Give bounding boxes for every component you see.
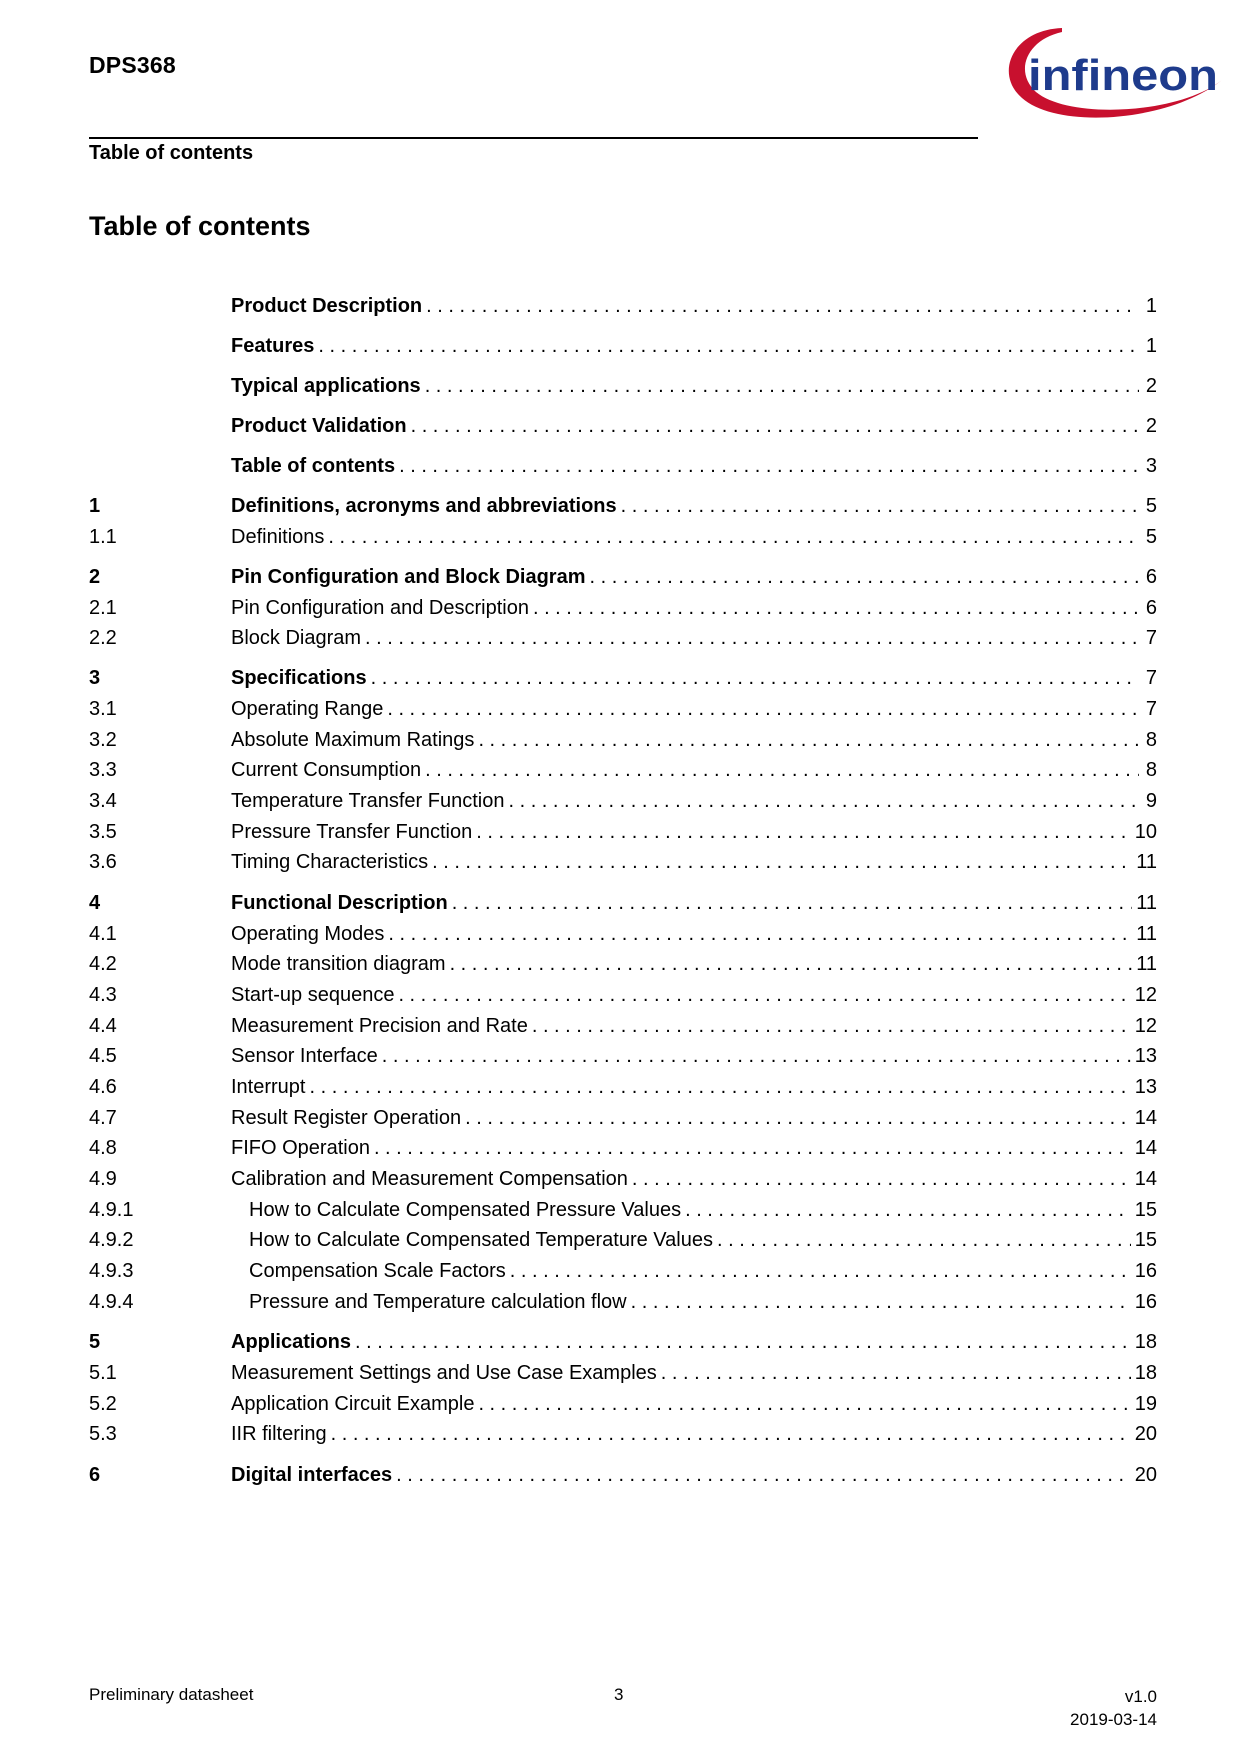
toc-dot-leader: [382, 1042, 1131, 1070]
toc-entry-page[interactable]: 19: [1134, 1393, 1157, 1415]
toc-entry-page[interactable]: 12: [1134, 1015, 1157, 1037]
toc-entry-line: [249, 1288, 1157, 1316]
toc-entry-number: 3.3: [89, 759, 117, 781]
toc-entry[interactable]: [89, 1390, 1157, 1418]
toc-entry-title[interactable]: Features: [231, 335, 315, 357]
toc-entry-page[interactable]: 7: [1145, 627, 1157, 649]
running-head: Table of contents: [89, 142, 254, 164]
toc-entry-title[interactable]: Calibration and Measurement Compensation: [231, 1168, 628, 1190]
toc-entry-title[interactable]: Start-up sequence: [231, 984, 395, 1006]
toc-entry-line: [231, 1104, 1157, 1132]
toc-entry-number: 3.2: [89, 729, 117, 751]
toc-entry-title[interactable]: Result Register Operation: [231, 1107, 462, 1129]
toc-entry-page[interactable]: 1: [1145, 335, 1157, 357]
toc-entry[interactable]: [89, 1420, 1157, 1448]
toc-entry-number: 1.1: [89, 526, 117, 548]
toc-entry-number: 1: [89, 495, 101, 517]
toc-entry[interactable]: [89, 1257, 1157, 1285]
document-title: DPS368: [89, 52, 176, 78]
toc-entry-number: 4.9.1: [89, 1199, 134, 1221]
toc-entry-line: [231, 950, 1157, 978]
toc-entry-number: 2: [89, 566, 101, 588]
toc-entry-title[interactable]: Definitions, acronyms and abbreviations: [231, 495, 617, 517]
toc-entry-line: [231, 1359, 1157, 1387]
toc-dot-leader: [532, 1012, 1131, 1040]
toc-entry-title[interactable]: Applications: [231, 1331, 352, 1353]
page-title: Table of contents: [89, 211, 311, 241]
toc-entry-title[interactable]: FIFO Operation: [231, 1137, 370, 1159]
toc-entry-title[interactable]: Digital interfaces: [231, 1464, 393, 1486]
toc-entry-line: [231, 889, 1157, 917]
toc-dot-leader: [398, 981, 1130, 1009]
toc-entry-title[interactable]: Typical applications: [231, 375, 421, 397]
toc-entry-line: [231, 563, 1157, 591]
toc-entry-line: [231, 1165, 1157, 1193]
toc-entry-number: 3.1: [89, 698, 117, 720]
header-rule: [89, 137, 978, 139]
toc-dot-leader: [411, 412, 1139, 440]
toc-entry[interactable]: [89, 1134, 1157, 1162]
toc-entry-line: [231, 664, 1157, 692]
toc-entry-line: [231, 412, 1157, 440]
toc-dot-leader: [388, 920, 1132, 948]
toc-dot-leader: [425, 372, 1139, 400]
toc-dot-leader: [632, 1165, 1131, 1193]
toc-entry-page[interactable]: 5: [1145, 495, 1157, 517]
toc-entry[interactable]: [89, 920, 1157, 948]
footer-version-block: [1070, 1685, 1157, 1731]
toc-dot-leader: [631, 1288, 1131, 1316]
toc-entry[interactable]: [89, 889, 1157, 917]
toc-entry-page[interactable]: 2: [1145, 375, 1157, 397]
toc-entry-title[interactable]: How to Calculate Compensated Temperature Values: [249, 1229, 713, 1251]
toc-entry-page[interactable]: 12: [1134, 984, 1157, 1006]
toc-entry-number: 5: [89, 1331, 101, 1353]
toc-entry[interactable]: [89, 624, 1157, 652]
toc-entry-number: 2.1: [89, 597, 117, 619]
toc-entry[interactable]: [89, 1461, 1157, 1489]
toc-dot-leader: [432, 848, 1132, 876]
toc-entry[interactable]: [89, 950, 1157, 978]
toc-entry-page[interactable]: 8: [1145, 759, 1157, 781]
toc-entry[interactable]: [89, 848, 1157, 876]
toc-entry-number: 4.5: [89, 1045, 117, 1067]
toc-entry-number: 3.6: [89, 851, 117, 873]
toc-entry-number: 4.2: [89, 953, 117, 975]
toc-dot-leader: [425, 756, 1139, 784]
toc-entry-title[interactable]: Application Circuit Example: [231, 1393, 475, 1415]
toc-entry-page[interactable]: 11: [1136, 851, 1157, 873]
toc-entry-page[interactable]: 18: [1134, 1362, 1157, 1384]
toc-entry-page[interactable]: 15: [1134, 1199, 1157, 1221]
toc-dot-leader: [589, 563, 1139, 591]
toc-entry-line: [249, 1226, 1157, 1254]
toc-entry-number: 3: [89, 667, 101, 689]
toc-dot-leader: [465, 1104, 1131, 1132]
toc-entry-line: [249, 1257, 1157, 1285]
toc-entry-title[interactable]: Compensation Scale Factors: [249, 1260, 506, 1282]
toc-entry-title[interactable]: Operating Modes: [231, 923, 385, 945]
toc-entry-line: [231, 1328, 1157, 1356]
toc-entry-number: 5.2: [89, 1393, 117, 1415]
toc-entry-number: 5.1: [89, 1362, 117, 1384]
toc-entry-number: 4.9.3: [89, 1260, 134, 1282]
toc-entry-line: [231, 1134, 1157, 1162]
toc-entry-title[interactable]: Interrupt: [231, 1076, 306, 1098]
toc-entry-page[interactable]: 16: [1134, 1260, 1157, 1282]
toc-entry-line: [231, 1042, 1157, 1070]
toc-entry-page[interactable]: 14: [1134, 1107, 1157, 1129]
toc-entry-page[interactable]: 15: [1134, 1229, 1157, 1251]
toc-entry-number: 3.5: [89, 821, 117, 843]
toc-entry-line: [231, 695, 1157, 723]
toc-dot-leader: [331, 1420, 1131, 1448]
toc-entry[interactable]: [89, 492, 1157, 520]
toc-dot-leader: [510, 1257, 1131, 1285]
toc-entry-line: [231, 594, 1157, 622]
toc-entry-line: [231, 920, 1157, 948]
toc-entry-title[interactable]: Product Validation: [231, 415, 407, 437]
toc-entry-line: [231, 981, 1157, 1009]
toc-entry-line: [231, 624, 1157, 652]
toc-entry[interactable]: [89, 372, 1157, 400]
toc-entry[interactable]: [89, 756, 1157, 784]
toc-entry[interactable]: [89, 332, 1157, 360]
toc-entry[interactable]: [89, 664, 1157, 692]
toc-dot-leader: [396, 1461, 1131, 1489]
toc-entry[interactable]: [89, 787, 1157, 815]
toc-entry[interactable]: [89, 1012, 1157, 1040]
toc-entry[interactable]: [89, 1042, 1157, 1070]
toc-entry-line: [231, 818, 1157, 846]
toc-dot-leader: [621, 492, 1139, 520]
toc-entry[interactable]: [89, 1196, 1157, 1224]
footer-version: v1.0: [1124, 1687, 1157, 1706]
toc-dot-leader: [476, 818, 1131, 846]
toc-entry-page[interactable]: 20: [1134, 1423, 1157, 1445]
toc-entry-title[interactable]: Pressure Transfer Function: [231, 821, 473, 843]
toc-entry-title[interactable]: Specifications: [231, 667, 367, 689]
toc-entry-title[interactable]: Temperature Transfer Function: [231, 790, 505, 812]
toc-entry-title[interactable]: Measurement Precision and Rate: [231, 1015, 528, 1037]
toc-entry-page[interactable]: 13: [1134, 1045, 1157, 1067]
toc-entry-page[interactable]: 14: [1134, 1168, 1157, 1190]
toc-dot-leader: [426, 292, 1139, 320]
toc-entry-title[interactable]: Functional Description: [231, 892, 448, 914]
footer-doc-type: Preliminary datasheet: [89, 1685, 254, 1704]
toc-entry[interactable]: [89, 452, 1157, 480]
toc-dot-leader: [508, 787, 1139, 815]
toc-dot-leader: [365, 624, 1139, 652]
toc-entry-number: 4.3: [89, 984, 117, 1006]
toc-dot-leader: [399, 452, 1139, 480]
toc-entry-page[interactable]: 9: [1145, 790, 1157, 812]
toc-dot-leader: [478, 1390, 1130, 1418]
toc-entry-page[interactable]: 7: [1145, 667, 1157, 689]
toc-entry-number: 4.4: [89, 1015, 117, 1037]
toc-entry-title[interactable]: Definitions: [231, 526, 325, 548]
toc-entry-page[interactable]: 11: [1136, 953, 1157, 975]
toc-entry[interactable]: [89, 695, 1157, 723]
toc-entry-line: [231, 523, 1157, 551]
toc-entry-number: 6: [89, 1464, 101, 1486]
toc-entry-title[interactable]: Table of contents: [231, 455, 396, 477]
toc-entry-title[interactable]: Pin Configuration and Description: [231, 597, 529, 619]
toc-dot-leader: [328, 523, 1139, 551]
toc-entry-title[interactable]: Sensor Interface: [231, 1045, 378, 1067]
toc-entry-page[interactable]: 11: [1136, 892, 1157, 914]
toc-entry-line: [231, 372, 1157, 400]
toc-entry-line: [231, 292, 1157, 320]
toc-entry[interactable]: [89, 292, 1157, 320]
toc-entry[interactable]: [89, 523, 1157, 551]
infineon-logo: [1000, 22, 1230, 126]
toc-entry[interactable]: [89, 1288, 1157, 1316]
toc-entry-title[interactable]: IIR filtering: [231, 1423, 327, 1445]
toc-entry-line: [231, 726, 1157, 754]
toc-entry-line: [231, 1012, 1157, 1040]
toc-entry-page[interactable]: 16: [1134, 1291, 1157, 1313]
toc-entry-page[interactable]: 18: [1134, 1331, 1157, 1353]
toc-dot-leader: [478, 726, 1139, 754]
toc-dot-leader: [717, 1226, 1131, 1254]
toc-entry-page[interactable]: 5: [1145, 526, 1157, 548]
toc-entry-page[interactable]: 13: [1134, 1076, 1157, 1098]
toc-entry-title[interactable]: Measurement Settings and Use Case Examples: [231, 1362, 657, 1384]
toc-entry-number: 4: [89, 892, 101, 914]
toc-entry-line: [231, 756, 1157, 784]
toc-entry[interactable]: [89, 1073, 1157, 1101]
toc-entry-line: [231, 787, 1157, 815]
toc-entry-number: 4.1: [89, 923, 117, 945]
toc-entry-line: [231, 332, 1157, 360]
toc-entry-page[interactable]: 20: [1134, 1464, 1157, 1486]
logo-wordmark: infineon: [1028, 51, 1218, 100]
toc-entry-title[interactable]: Product Description: [231, 295, 423, 317]
toc-entry-title[interactable]: Pressure and Temperature calculation flow: [249, 1291, 627, 1313]
toc-entry-page[interactable]: 3: [1145, 455, 1157, 477]
toc-entry-number: 4.9.2: [89, 1229, 134, 1251]
toc-entry[interactable]: [89, 1328, 1157, 1356]
toc-entry[interactable]: [89, 981, 1157, 1009]
toc-entry[interactable]: [89, 1104, 1157, 1132]
toc-dot-leader: [533, 594, 1139, 622]
toc-entry[interactable]: [89, 818, 1157, 846]
toc-entry-title[interactable]: Operating Range: [231, 698, 384, 720]
footer-page-number: 3: [614, 1685, 624, 1704]
toc-dot-leader: [387, 695, 1139, 723]
toc-entry[interactable]: [89, 563, 1157, 591]
toc-entry-line: [231, 1420, 1157, 1448]
toc-entry-title[interactable]: Mode transition diagram: [231, 953, 446, 975]
toc-entry-title[interactable]: Timing Characteristics: [231, 851, 429, 873]
toc-entry-page[interactable]: 14: [1134, 1137, 1157, 1159]
toc-entry[interactable]: [89, 1165, 1157, 1193]
toc-dot-leader: [309, 1073, 1130, 1101]
toc-dot-leader: [371, 664, 1139, 692]
toc-dot-leader: [661, 1359, 1131, 1387]
toc-entry-number: 2.2: [89, 627, 117, 649]
toc-entry-page[interactable]: 1: [1145, 295, 1157, 317]
toc-entry[interactable]: [89, 1226, 1157, 1254]
toc-entry-line: [231, 1073, 1157, 1101]
toc-entry[interactable]: [89, 412, 1157, 440]
toc-entry-number: 4.6: [89, 1076, 117, 1098]
toc-dot-leader: [685, 1196, 1131, 1224]
toc-entry-line: [231, 848, 1157, 876]
toc-entry[interactable]: [89, 726, 1157, 754]
toc-entry-line: [231, 492, 1157, 520]
toc-entry-line: [231, 452, 1157, 480]
toc-entry-line: [231, 1390, 1157, 1418]
toc-entry-page[interactable]: 6: [1145, 566, 1157, 588]
toc-entry-page[interactable]: 11: [1136, 923, 1157, 945]
toc-entry-title[interactable]: Current Consumption: [231, 759, 422, 781]
toc-entry-page[interactable]: 8: [1145, 729, 1157, 751]
toc-entry-number: 5.3: [89, 1423, 117, 1445]
toc-entry[interactable]: [89, 1359, 1157, 1387]
toc-dot-leader: [318, 332, 1139, 360]
toc-entry-line: [249, 1196, 1157, 1224]
toc-dot-leader: [450, 950, 1133, 978]
toc-entry-number: 3.4: [89, 790, 117, 812]
toc-entry-number: 4.8: [89, 1137, 117, 1159]
toc-entry-title[interactable]: How to Calculate Compensated Pressure Values: [249, 1199, 682, 1221]
toc-entry-title[interactable]: Absolute Maximum Ratings: [231, 729, 475, 751]
toc-dot-leader: [355, 1328, 1131, 1356]
toc-entry-title[interactable]: Pin Configuration and Block Diagram: [231, 566, 586, 588]
toc-entry-page[interactable]: 10: [1134, 821, 1157, 843]
toc-entry-number: 4.7: [89, 1107, 117, 1129]
toc-entry[interactable]: [89, 594, 1157, 622]
toc-entry-title[interactable]: Block Diagram: [231, 627, 362, 649]
footer-date: 2019-03-14: [1070, 1710, 1157, 1729]
toc-dot-leader: [374, 1134, 1131, 1162]
toc-entry-number: 4.9: [89, 1168, 117, 1190]
toc-dot-leader: [452, 889, 1133, 917]
toc-entry-number: 4.9.4: [89, 1291, 134, 1313]
toc-entry-page[interactable]: 2: [1145, 415, 1157, 437]
toc-entry-line: [231, 1461, 1157, 1489]
toc-entry-page[interactable]: 6: [1145, 597, 1157, 619]
toc-entry-page[interactable]: 7: [1145, 698, 1157, 720]
